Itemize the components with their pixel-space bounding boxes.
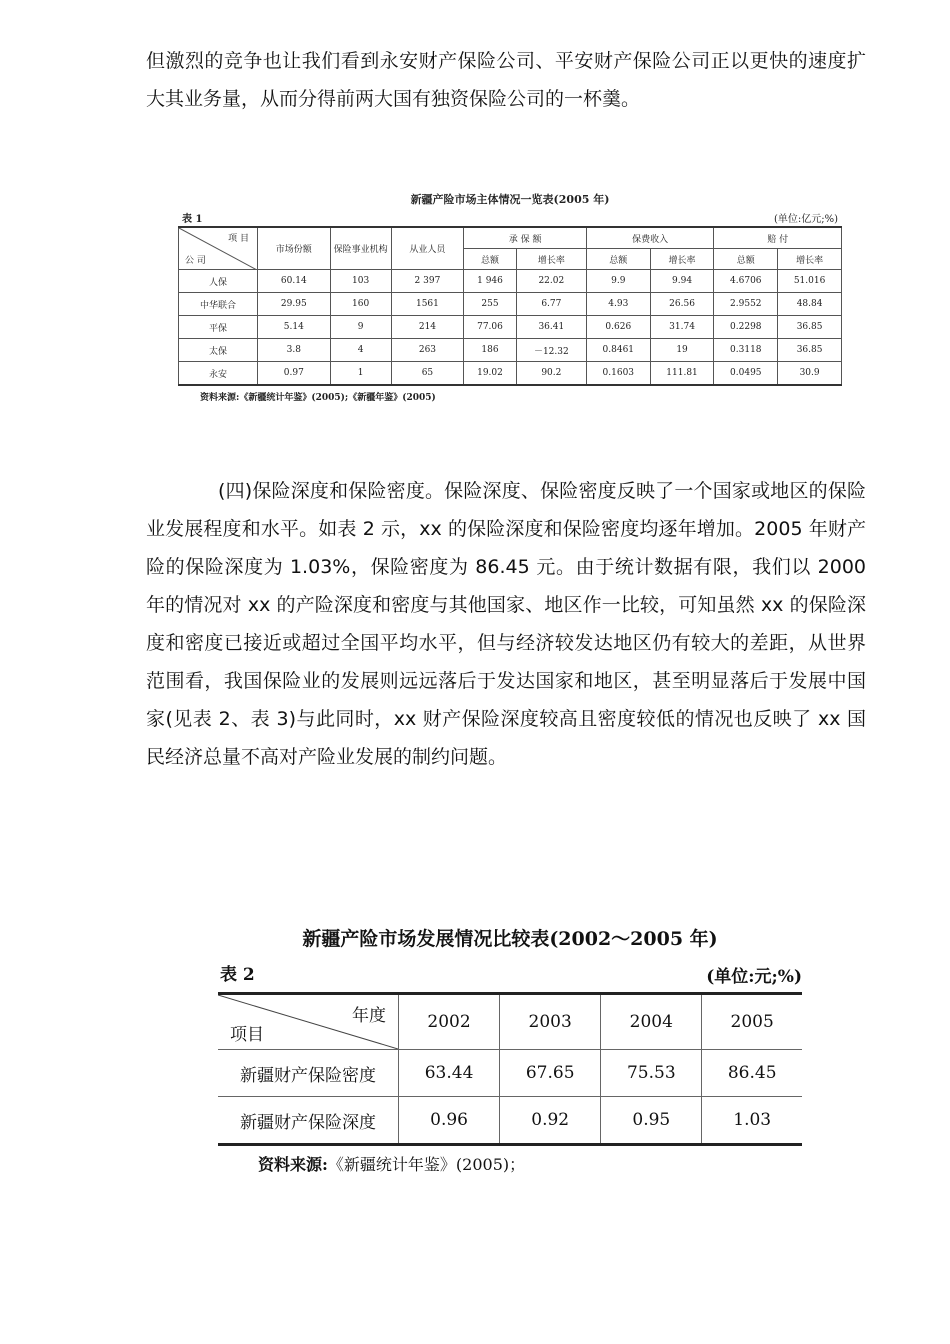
table-2-year-header: 2002 xyxy=(399,994,500,1050)
table-cell: 6.77 xyxy=(516,293,586,316)
table-1-corner-cell xyxy=(179,227,258,270)
table-2-unit: (单位:元;%) xyxy=(706,967,802,987)
table-cell: 255 xyxy=(464,293,517,316)
table-cell: 0.1603 xyxy=(586,362,650,386)
table-cell: 0.0495 xyxy=(714,362,778,386)
table-cell: 太保 xyxy=(179,339,258,362)
table-cell: 214 xyxy=(391,316,464,339)
table-cell: 26.56 xyxy=(650,293,714,316)
table-cell: 30.9 xyxy=(778,362,842,386)
table-1-source: 资料来源:《新疆统计年鉴》(2005);《新疆年鉴》(2005) xyxy=(200,393,436,403)
table-2-title: 新疆产险市场发展情况比较表(2002～2005 年) xyxy=(302,928,718,950)
table-row xyxy=(179,339,842,362)
table-cell: 人保 xyxy=(179,270,258,293)
table-cell: 1 946 xyxy=(464,270,517,293)
table-1-header-share: 市场份额 xyxy=(258,227,331,270)
paragraph-insurance-depth-density: (四)保险深度和保险密度。保险深度、保险密度反映了一个国家或地区的保险业发展程度和水平。如表 2 示，xx 的保险深度和保险密度均逐年增加。2005 年财产险的保险深度为 1.03%，保险密度为 86.45 元。由于统计数据有限，我们以 2000 年的情况对 xx 的产险深度和密度与其他国家、地区作一比较，可知虽然 xx 的保险深度和密度已接近或超过全国平均水平，但与经济较发达地区仍有较大的差距，从世界范围看，我国保险业的发展则远远落后于发达国家和地区，甚至明显落后于发展中国家(见表 2、表 3)与此同时，xx 财产保险深度较高且密度较低的情况也反映了 xx 国民经济总量不高对产险业发展的制约问题。 xyxy=(146,480,866,768)
table-cell: 1561 xyxy=(391,293,464,316)
table-1-header-branches: 保险事业机构 xyxy=(330,227,391,270)
table-cell: 67.65 xyxy=(500,1050,601,1097)
table-1-corner-bottom: 公 司 xyxy=(185,256,206,266)
table-cell: 19 xyxy=(650,339,714,362)
table-cell: 263 xyxy=(391,339,464,362)
table-cell: 36.85 xyxy=(778,316,842,339)
table-cell: 48.84 xyxy=(778,293,842,316)
table-cell: 160 xyxy=(330,293,391,316)
table-cell: 永安 xyxy=(179,362,258,386)
table-cell: 4.6706 xyxy=(714,270,778,293)
table-1-header-claims: 赔 付 xyxy=(714,227,842,249)
table-1-unit: (单位:亿元;%) xyxy=(773,214,838,225)
table-cell: 2 397 xyxy=(391,270,464,293)
table-cell: 9 xyxy=(330,316,391,339)
table-1-grid xyxy=(178,226,842,386)
table-cell: 186 xyxy=(464,339,517,362)
table-cell: 0.92 xyxy=(500,1097,601,1145)
table-cell: 中华联合 xyxy=(179,293,258,316)
table-1-subheader-growth: 增长率 xyxy=(778,249,842,270)
table-cell: 86.45 xyxy=(702,1050,802,1097)
table-row xyxy=(179,362,842,386)
table-cell: 65 xyxy=(391,362,464,386)
table-cell: 60.14 xyxy=(258,270,331,293)
table-cell: 0.96 xyxy=(399,1097,500,1145)
table-1-subheader-growth: 增长率 xyxy=(650,249,714,270)
table-1-subheader-total: 总额 xyxy=(586,249,650,270)
table-1-label: 表 1 xyxy=(182,214,203,225)
table-cell: 0.3118 xyxy=(714,339,778,362)
table-cell: 90.2 xyxy=(516,362,586,386)
table-cell: 29.95 xyxy=(258,293,331,316)
table-cell: 9.94 xyxy=(650,270,714,293)
table-cell: 平保 xyxy=(179,316,258,339)
table-cell: 31.74 xyxy=(650,316,714,339)
table-cell: 111.81 xyxy=(650,362,714,386)
table-2-market-development xyxy=(218,922,802,1175)
table-row xyxy=(218,1050,802,1097)
table-2-year-header: 2005 xyxy=(702,994,802,1050)
table-1-market-entities xyxy=(178,190,842,435)
table-1-subheader-growth: 增长率 xyxy=(516,249,586,270)
paragraph-competition: 但激烈的竞争也让我们看到永安财产保险公司、平安财产保险公司正以更快的速度扩大其业务量，从而分得前两大国有独资保险公司的一杯羹。 xyxy=(146,50,866,110)
table-cell: 5.14 xyxy=(258,316,331,339)
table-cell: 4 xyxy=(330,339,391,362)
table-cell: 0.97 xyxy=(258,362,331,386)
table-2-grid xyxy=(218,992,802,1146)
table-cell: 36.41 xyxy=(516,316,586,339)
table-cell: 75.53 xyxy=(601,1050,702,1097)
table-1-subheader-total: 总额 xyxy=(714,249,778,270)
table-2-source xyxy=(218,1152,802,1175)
table-row xyxy=(179,270,842,293)
table-cell: 3.8 xyxy=(258,339,331,362)
table-1-subheader-total: 总额 xyxy=(464,249,517,270)
table-cell: 77.06 xyxy=(464,316,517,339)
table-cell: 36.85 xyxy=(778,339,842,362)
table-2-source-text: 《新疆统计年鉴》(2005)； xyxy=(327,1155,526,1174)
table-cell: 19.02 xyxy=(464,362,517,386)
table-2-row-label: 新疆财产保险深度 xyxy=(218,1097,399,1145)
table-2-corner-bottom: 项目 xyxy=(230,1025,264,1045)
table-cell: －12.32 xyxy=(516,339,586,362)
table-cell: 2.9552 xyxy=(714,293,778,316)
table-cell: 0.95 xyxy=(601,1097,702,1145)
table-2-year-header: 2003 xyxy=(500,994,601,1050)
table-cell: 0.626 xyxy=(586,316,650,339)
table-2-source-label: 资料来源: xyxy=(258,1155,328,1174)
table-cell: 51.016 xyxy=(778,270,842,293)
table-2-year-header: 2004 xyxy=(601,994,702,1050)
table-cell: 0.2298 xyxy=(714,316,778,339)
table-row xyxy=(179,316,842,339)
table-2-row-label: 新疆财产保险密度 xyxy=(218,1050,399,1097)
table-2-corner-top: 年度 xyxy=(352,1006,386,1026)
table-2-label: 表 2 xyxy=(220,965,255,985)
table-row xyxy=(218,1097,802,1145)
table-cell: 22.02 xyxy=(516,270,586,293)
table-row xyxy=(179,293,842,316)
table-1-corner-top: 项 目 xyxy=(228,234,249,244)
table-1-header-underwriting: 承 保 额 xyxy=(464,227,587,249)
table-cell: 0.8461 xyxy=(586,339,650,362)
table-cell: 103 xyxy=(330,270,391,293)
table-cell: 1.03 xyxy=(702,1097,802,1145)
table-cell: 63.44 xyxy=(399,1050,500,1097)
table-cell: 4.93 xyxy=(586,293,650,316)
table-1-header-premium: 保费收入 xyxy=(586,227,714,249)
table-cell: 1 xyxy=(330,362,391,386)
table-1-title: 新疆产险市场主体情况一览表(2005 年) xyxy=(410,193,610,206)
table-cell: 9.9 xyxy=(586,270,650,293)
table-2-corner-cell xyxy=(218,994,399,1050)
table-1-header-staff: 从业人员 xyxy=(391,227,464,270)
